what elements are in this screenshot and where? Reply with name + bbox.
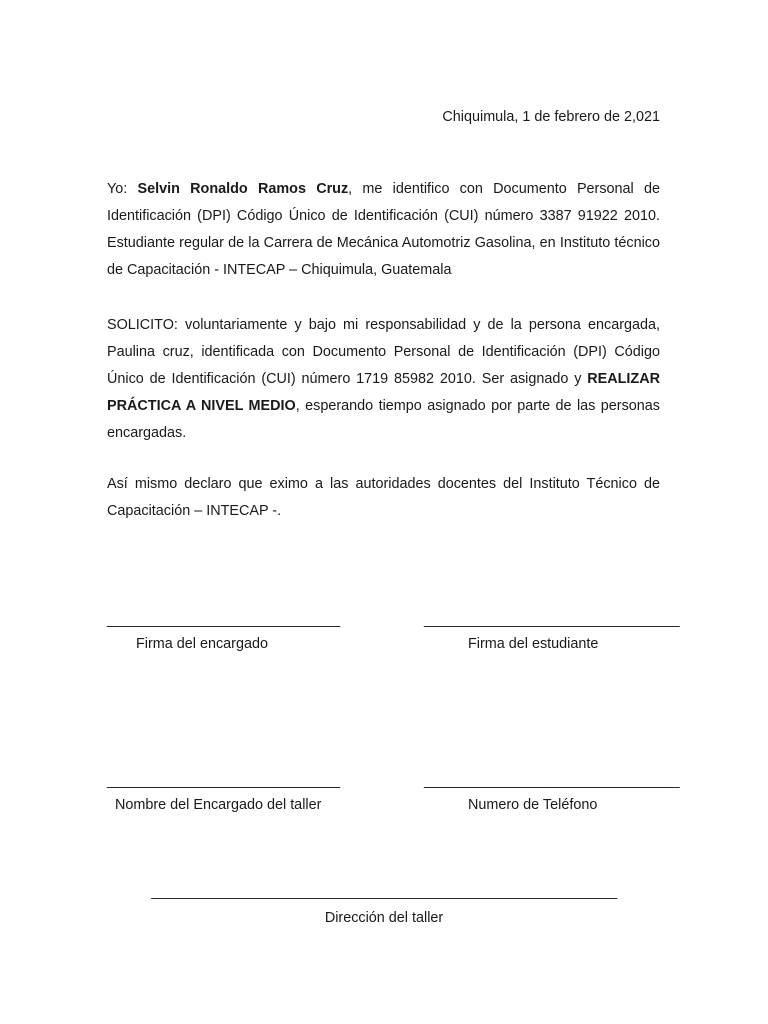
signature-label-telefono: Numero de Teléfono bbox=[468, 797, 598, 813]
request-body-start: SOLICITO: voluntariamente y bajo mi responsabilidad y de la persona encargada, Paulina cruz, identificada con Documento Personal de Identificación (DPI) Código Único de Identificación (CUI) número 1719 85982 2010. Ser asignado y bbox=[107, 317, 660, 387]
signature-label-direccion: Dirección del taller bbox=[324, 910, 444, 926]
signature-line-encargado: _______________________________ bbox=[107, 612, 340, 628]
signature-label-encargado: Firma del encargado bbox=[136, 636, 268, 652]
request-body-end: , esperando tiempo asignado por parte de las personas encargadas. bbox=[107, 398, 661, 441]
declaration-prefix: Yo: bbox=[107, 181, 138, 197]
signature-label-nombre-encargado: Nombre del Encargado del taller bbox=[115, 797, 322, 813]
declaration-paragraph bbox=[107, 176, 660, 284]
signature-line-telefono: __________________________________ bbox=[424, 773, 680, 789]
request-bold-phrase: REALIZAR PRÁCTICA A NIVEL MEDIO bbox=[107, 371, 660, 414]
signature-line-direccion: ______________________________________________________________ bbox=[151, 884, 617, 900]
declaration-body: , me identifico con Documento Personal de Identificación (DPI) Código Único de Identificación (CUI) número 3387 91922 2010. Estudiante regular de la Carrera de Mecánica Automotriz Gasolina, en Instituto técnico de Capacitación - INTECAP – Chiquimula, Guatemala bbox=[107, 181, 661, 278]
request-paragraph bbox=[107, 312, 660, 447]
signature-label-estudiante: Firma del estudiante bbox=[468, 636, 599, 652]
student-name: Selvin Ronaldo Ramos Cruz bbox=[137, 181, 349, 197]
date-line: Chiquimula, 1 de febrero de 2,021 bbox=[442, 109, 660, 125]
signature-line-estudiante: __________________________________ bbox=[424, 612, 680, 628]
waiver-paragraph: Así mismo declaro que eximo a las autoridades docentes del Instituto Técnico de Capacitación – INTECAP -. bbox=[107, 476, 660, 519]
signature-line-nombre-encargado: _______________________________ bbox=[107, 773, 340, 789]
